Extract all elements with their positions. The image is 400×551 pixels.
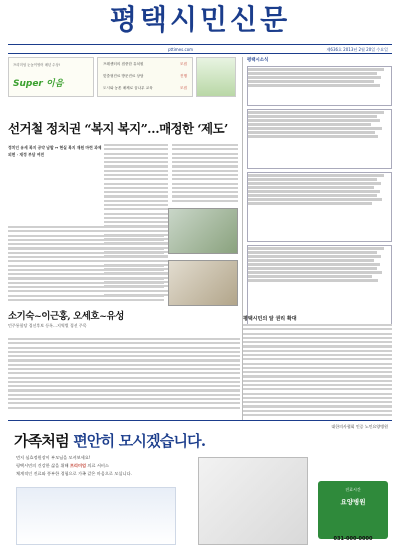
ad-logo-line-2: 요양병원 [340, 498, 366, 506]
ad-line-2 [16, 463, 109, 469]
third-headline[interactable]: 평택시민의 알 권리 확대 [243, 316, 297, 322]
article-photo-2[interactable] [168, 260, 238, 306]
listing-box-3 [247, 172, 392, 242]
ad-headline-part-2: 편안히 모시겠습니다. [73, 432, 206, 450]
banner-ad-left[interactable] [8, 57, 94, 97]
banner-mid-tag-2: 진행 [180, 74, 187, 78]
listing-box-1 [247, 66, 392, 106]
banner-mid-tag-3: 모집 [180, 86, 187, 90]
article-text-column-2 [172, 144, 238, 204]
site-url[interactable]: pttimes.com [168, 47, 194, 52]
third-article-text [243, 324, 392, 418]
ad-headline-part-1: 가족처럼 [14, 432, 69, 450]
ad-clinic-image [16, 487, 176, 545]
banner-left-brand: Super 이음 [13, 79, 64, 89]
ad-line-2-a: 평택시민의 건강한 삶을 위해 [16, 463, 70, 468]
issue-date: 제636호 2013년 2월 20일 수요일 [326, 47, 388, 52]
masthead [0, 0, 400, 40]
ad-line-3: 체계적인 진료와 풍부한 경험으로 가족 같은 마음으로 모십니다. [16, 471, 132, 476]
dateline [8, 44, 392, 54]
ad-headline [14, 430, 205, 451]
listing-box-4 [247, 245, 392, 325]
banner-mid-tag-1: 모집 [180, 62, 187, 66]
banner-left-line: 프리미엄 눈높이영어 매년 수상! [13, 63, 61, 67]
banner-ad-mid[interactable] [97, 57, 193, 97]
right-column-heading: 평택시소식 [247, 58, 269, 63]
second-subheadline: 민주통합당 경선후보 등록…지역별 경선 주목 [8, 323, 87, 328]
banner-mid-line-3: 도시와 농촌 매체로 꿈나무 교육 [103, 86, 153, 90]
article-photo-1[interactable] [168, 208, 238, 254]
ad-logo-box [318, 481, 388, 539]
second-article-text [8, 338, 240, 411]
ad-top-note: 대한의사협회 인증 노인요양병원 [331, 424, 388, 429]
ad-doctor-photo [198, 457, 308, 545]
second-headline[interactable]: 소기숙~이근홍, 오세호~유성 [8, 311, 124, 322]
masthead-title: 평택시민신문 [109, 3, 291, 36]
ad-line-1: 먼저 심효정원장이 부모님을 모셔보세요! [16, 455, 91, 460]
ad-line-2-red: 프리미엄 [69, 463, 87, 468]
ad-line-2-b: 의료 서비스 [86, 463, 109, 468]
listing-box-2 [247, 109, 392, 169]
banner-mid-line-2: 맞춤형진료 방문진료 상담 [103, 74, 144, 78]
ad-phone-number[interactable]: 031-000-0000 [333, 536, 373, 542]
banner-mid-line-1: 프레센터의 집중한 유치원 [103, 62, 144, 66]
lead-headline[interactable]: 선거철 정치권 “복지 복지”…매정한 ‘제도’ [8, 121, 228, 136]
ad-logo-line-1: 진료시간 [345, 487, 361, 492]
article-text-column-3 [8, 226, 164, 303]
banner-ad-right-image[interactable] [196, 57, 236, 97]
lead-summary: 정치인 유세 복지 공약 남발 ↔ 현실 복지 재원 마련 과제 외면 · 재정 부담 여전 [8, 145, 102, 157]
bottom-advertisement[interactable] [8, 420, 392, 546]
